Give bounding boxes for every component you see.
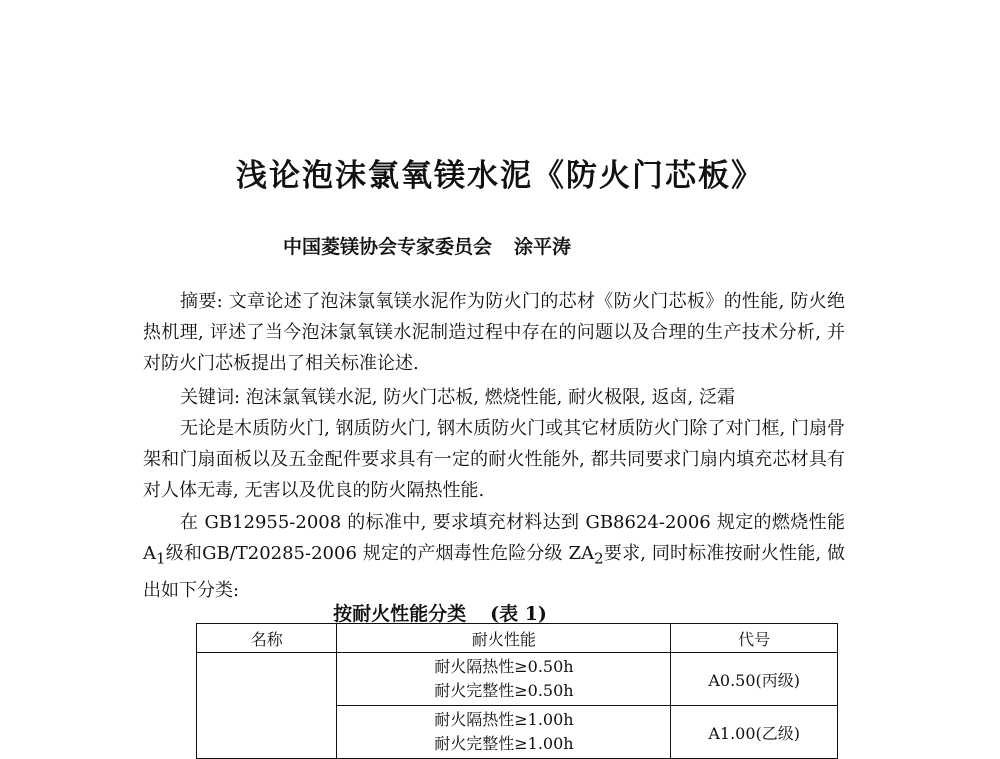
table-caption (0, 599, 880, 626)
subscript-2: 2 (594, 549, 604, 568)
abstract-paragraph: 摘要: 文章论述了泡沫氯氧镁水泥作为防火门的芯材《防火门芯板》的性能, 防火绝热机理, 评述了当今泡沫氯氧镁水泥制造过程中存在的问题以及合理的生产技术分析, 并对防火门芯板提出了相关标准论述. (143, 291, 845, 374)
perf-insulation: 耐火隔热性≥1.00h (434, 710, 574, 729)
table-caption-tag: (表 1) (490, 603, 547, 625)
author-name: 涂平涛 (514, 236, 572, 258)
header-performance: 耐火性能 (337, 624, 671, 653)
keywords-line: 关键词: 泡沫氯氧镁水泥, 防火门芯板, 燃烧性能, 耐火极限, 返卤, 泛霜 (180, 387, 735, 408)
header-name: 名称 (197, 624, 337, 653)
fire-resistance-table (196, 623, 838, 759)
paper-title: 浅论泡沫氯氧镁水泥《防火门芯板》 (236, 158, 764, 194)
body-paragraph-2 (143, 507, 845, 606)
table-caption-text: 按耐火性能分类 (333, 603, 467, 625)
table-header-row (197, 624, 838, 653)
body-paragraph-1: 无论是木质防火门, 钢质防火门, 钢木质防火门或其它材质防火门除了对门框, 门扇骨架和门扇面板以及五金配件要求具有一定的耐火性能外, 都共同要求门扇内填充芯材具有对人体无毒, 无害以及优良的防火隔热性能. (143, 418, 845, 501)
perf-integrity: 耐火完整性≥0.50h (434, 681, 574, 700)
perf-insulation: 耐火隔热性≥0.50h (434, 657, 574, 676)
paragraph2-text-3: 要求, 同时标准按耐火性能, 做出如下分类: (143, 543, 846, 601)
table-cell-name (197, 653, 337, 759)
table-cell-code: A0.50(丙级) (671, 653, 838, 706)
table-cell-performance (337, 706, 671, 759)
paragraph2-text-2: 级和GB/T20285-2006 规定的产烟毒性危险分级 ZA (165, 543, 595, 564)
header-code: 代号 (671, 624, 838, 653)
author-line (283, 232, 571, 259)
author-affiliation: 中国菱镁协会专家委员会 (283, 236, 493, 258)
table-cell-code: A1.00(乙级) (671, 706, 838, 759)
table-row (197, 653, 838, 706)
paragraph2-text-1: 在 GB12955-2008 的标准中, 要求填充材料达到 GB8624-2006 规定的燃烧性能 A (143, 512, 845, 564)
perf-integrity: 耐火完整性≥1.00h (434, 734, 574, 753)
table-cell-performance (337, 653, 671, 706)
subscript-1: 1 (156, 549, 166, 568)
